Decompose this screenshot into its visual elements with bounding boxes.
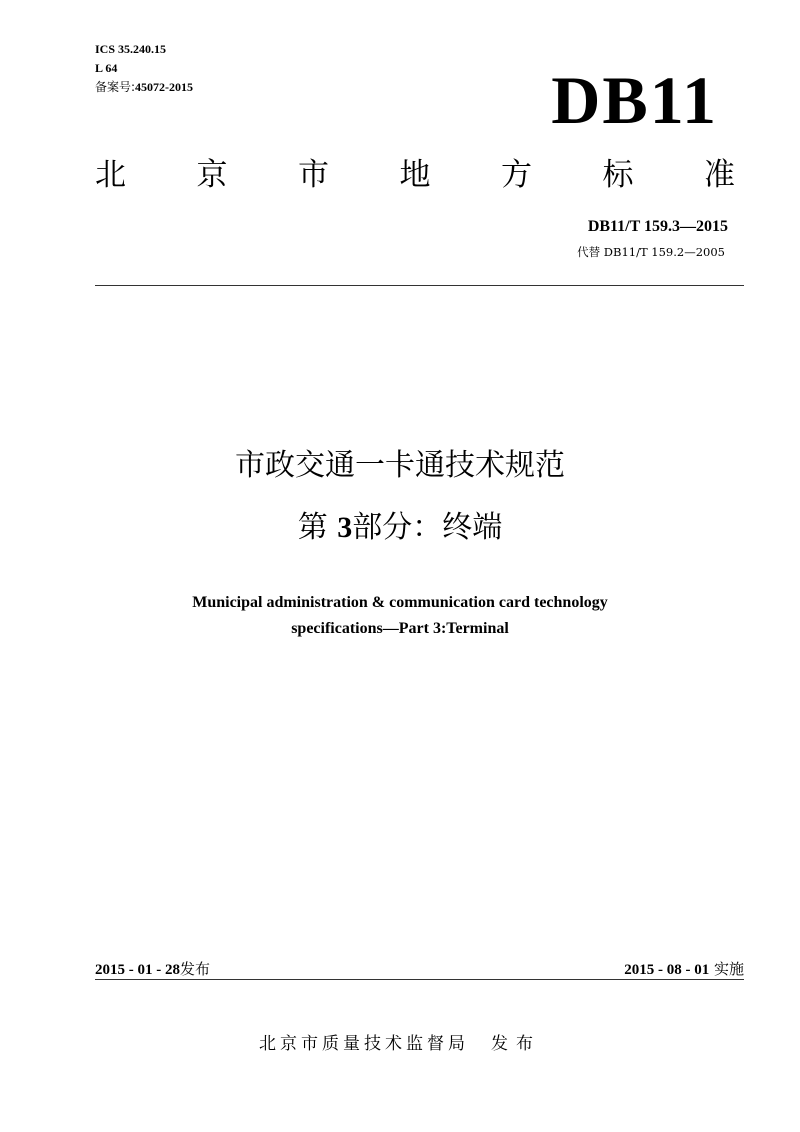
header-divider	[95, 285, 744, 286]
english-title-line: Municipal administration & communication card technology	[192, 594, 608, 611]
footer-divider	[95, 979, 744, 980]
part-number: 3	[337, 511, 353, 544]
part-prefix: 第	[297, 510, 328, 545]
issuer-title-char: 准	[704, 157, 735, 193]
issuer-title-char: 京	[196, 157, 228, 193]
issuer-title-char: 方	[501, 157, 532, 193]
implement-date-line	[624, 958, 744, 979]
replaces-note: 代替 DB11/T 159.2—2005	[577, 245, 725, 259]
publish-label: 发布	[491, 1034, 541, 1054]
issuer-title	[95, 154, 735, 196]
release-date-line	[95, 958, 210, 979]
standard-logo: DB11	[551, 62, 718, 138]
implement-label: 实施	[713, 960, 744, 978]
issuer-title-char: 地	[399, 157, 431, 193]
part-suffix: 部分：终端	[352, 510, 503, 545]
publisher-name: 北京市质量技术监督局	[259, 1034, 469, 1054]
document-title: 市政交通一卡通技术规范	[235, 448, 565, 483]
issuer-title-char: 市	[298, 157, 329, 193]
ics-code: ICS 35.240.15	[95, 42, 167, 56]
issuer-title-char: 标	[602, 157, 634, 193]
filing-number-line	[95, 78, 193, 97]
english-title-line: specifications—Part 3:Terminal	[291, 620, 509, 637]
release-date: 2015 - 01 - 28	[95, 962, 180, 978]
implement-date: 2015 - 08 - 01	[624, 962, 710, 978]
part-title	[0, 506, 800, 550]
filing-number: 45072-2015	[135, 80, 194, 94]
release-label: 发布	[180, 960, 211, 978]
standard-number: DB11/T 159.3—2015	[587, 218, 728, 235]
classification-block	[95, 40, 193, 97]
ccs-code: L 64	[95, 61, 118, 75]
filing-label: 备案号:	[95, 80, 136, 94]
publisher-line	[0, 1029, 800, 1054]
issuer-title-char: 北	[95, 157, 126, 193]
english-title	[0, 590, 800, 642]
